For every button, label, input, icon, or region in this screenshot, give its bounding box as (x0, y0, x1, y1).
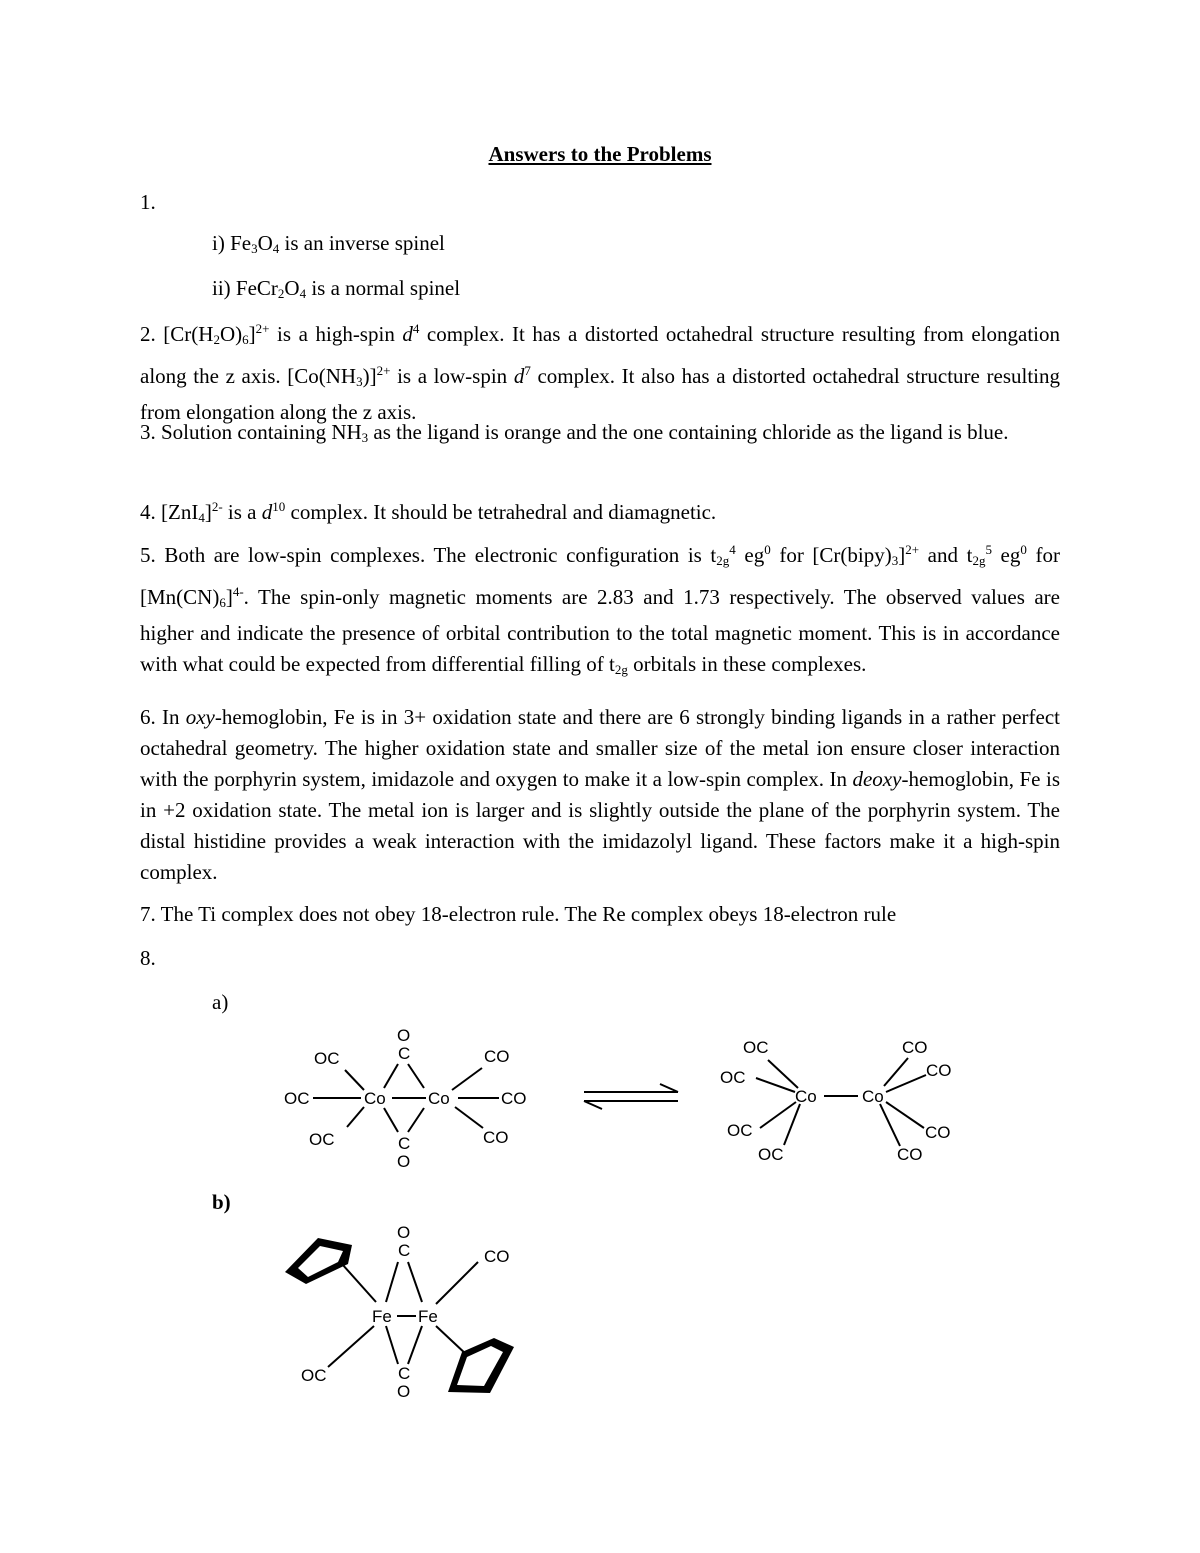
q8-label-a: a) (212, 990, 229, 1014)
ub-co-1: CO (902, 1038, 928, 1057)
fe-co-terminal: CO (484, 1247, 510, 1266)
ub-cobalt-left: Co (795, 1087, 817, 1106)
ub-oc-4: OC (758, 1145, 784, 1164)
fe-oc-terminal: OC (301, 1366, 327, 1385)
ub-co-3: CO (925, 1123, 951, 1142)
q5-answer: 5. Both are low-spin complexes. The electronic configuration is $t_{2g}^4$ $eg^0$ for $[Cr(bipy)_3]^{2+}$ and $t_{2g}^5$ $eg^0$ for $[Mn(CN)_6]^{4-}$. The spin-only magnetic moments are 2.83 and 1.73 respectively. The observed values are higher and indicate the presence of orbital contribution to the total magnetic moment. This is in accordance with what could be expected from differential filling of $t_{2g}$ orbitals in these complexes. (140, 542, 1060, 677)
q1-part-ii: ii) $FeCr_2O_4$ is a normal spinel (212, 276, 461, 301)
left-oc-mid: OC (284, 1089, 310, 1108)
left-oc-top: OC (314, 1049, 340, 1068)
ub-co-4: CO (897, 1145, 923, 1164)
q1-number: 1. (140, 190, 156, 214)
fe-bridge-c-top: C (398, 1241, 411, 1260)
q1-part-i: i) $Fe_3O_4$ is an inverse spinel (212, 231, 445, 256)
cp-ring-top-left (285, 1238, 352, 1284)
ub-oc-3: OC (727, 1121, 753, 1140)
iron-right: Fe (418, 1307, 438, 1326)
fe-bridge-c-bottom: C (398, 1364, 411, 1383)
q3-answer: 3. Solution containing $NH_3$ as the ligand is orange and the one containing chloride as the ligand is blue. (140, 420, 1009, 445)
right-co-top: CO (484, 1047, 510, 1066)
ub-oc-1: OC (743, 1038, 769, 1057)
right-co-mid: CO (501, 1089, 527, 1108)
right-co-bottom: CO (483, 1128, 509, 1147)
cobalt-right: Co (428, 1089, 450, 1108)
q8-number: 8. (140, 946, 156, 970)
fe-bridge-o-top: O (397, 1223, 411, 1242)
bridge-o-bottom: O (397, 1152, 411, 1171)
ub-oc-2: OC (720, 1068, 746, 1087)
q4-answer: 4. $[ZnI_4]^{2-}$ is a $d^{10}$ complex. It should be tetrahedral and diamagnetic. (140, 499, 717, 525)
q6-answer: 6. In oxy-hemoglobin, Fe is in 3+ oxidation state and there are 6 strongly binding ligands in a rather perfect octahedral geometry. The higher oxidation state and smaller size of the metal ion ensure closer interaction with the porphyrin system, imidazole and oxygen to make it a low-spin complex. In deoxy-hemoglobin, Fe is in +2 oxidation state. The metal ion is larger and is slightly outside the plane of the porphyrin system. The distal histidine provides a weak interaction with the imidazolyl ligand. These factors make it a high-spin complex. (140, 705, 1060, 884)
page-title: Answers to the Problems (488, 142, 712, 166)
ub-co-2: CO (926, 1061, 952, 1080)
ub-cobalt-right: Co (862, 1087, 884, 1106)
q7-answer: 7. The Ti complex does not obey 18-electron rule. The Re complex obeys 18-electron rule (140, 902, 897, 926)
bridge-c-top: C (398, 1044, 411, 1063)
bridge-c-bottom: C (398, 1134, 411, 1153)
q8-label-b: b) (212, 1190, 231, 1214)
left-oc-bottom: OC (309, 1130, 335, 1149)
q2-answer: 2. $[Cr(H_2O)_6]^{2+}$ is a high-spin $d^4$ complex. It has a distorted octahedral structure resulting from elongation along the z axis. $[Co(NH_3)]^{2+}$ is a low-spin $d^7$ complex. It also has a distorted octahedral structure resulting from elongation along the z axis. (140, 321, 1060, 424)
bridge-o-top: O (397, 1026, 411, 1045)
iron-left: Fe (372, 1307, 392, 1326)
cobalt-left: Co (364, 1089, 386, 1108)
fe-bridge-o-bottom: O (397, 1382, 411, 1401)
